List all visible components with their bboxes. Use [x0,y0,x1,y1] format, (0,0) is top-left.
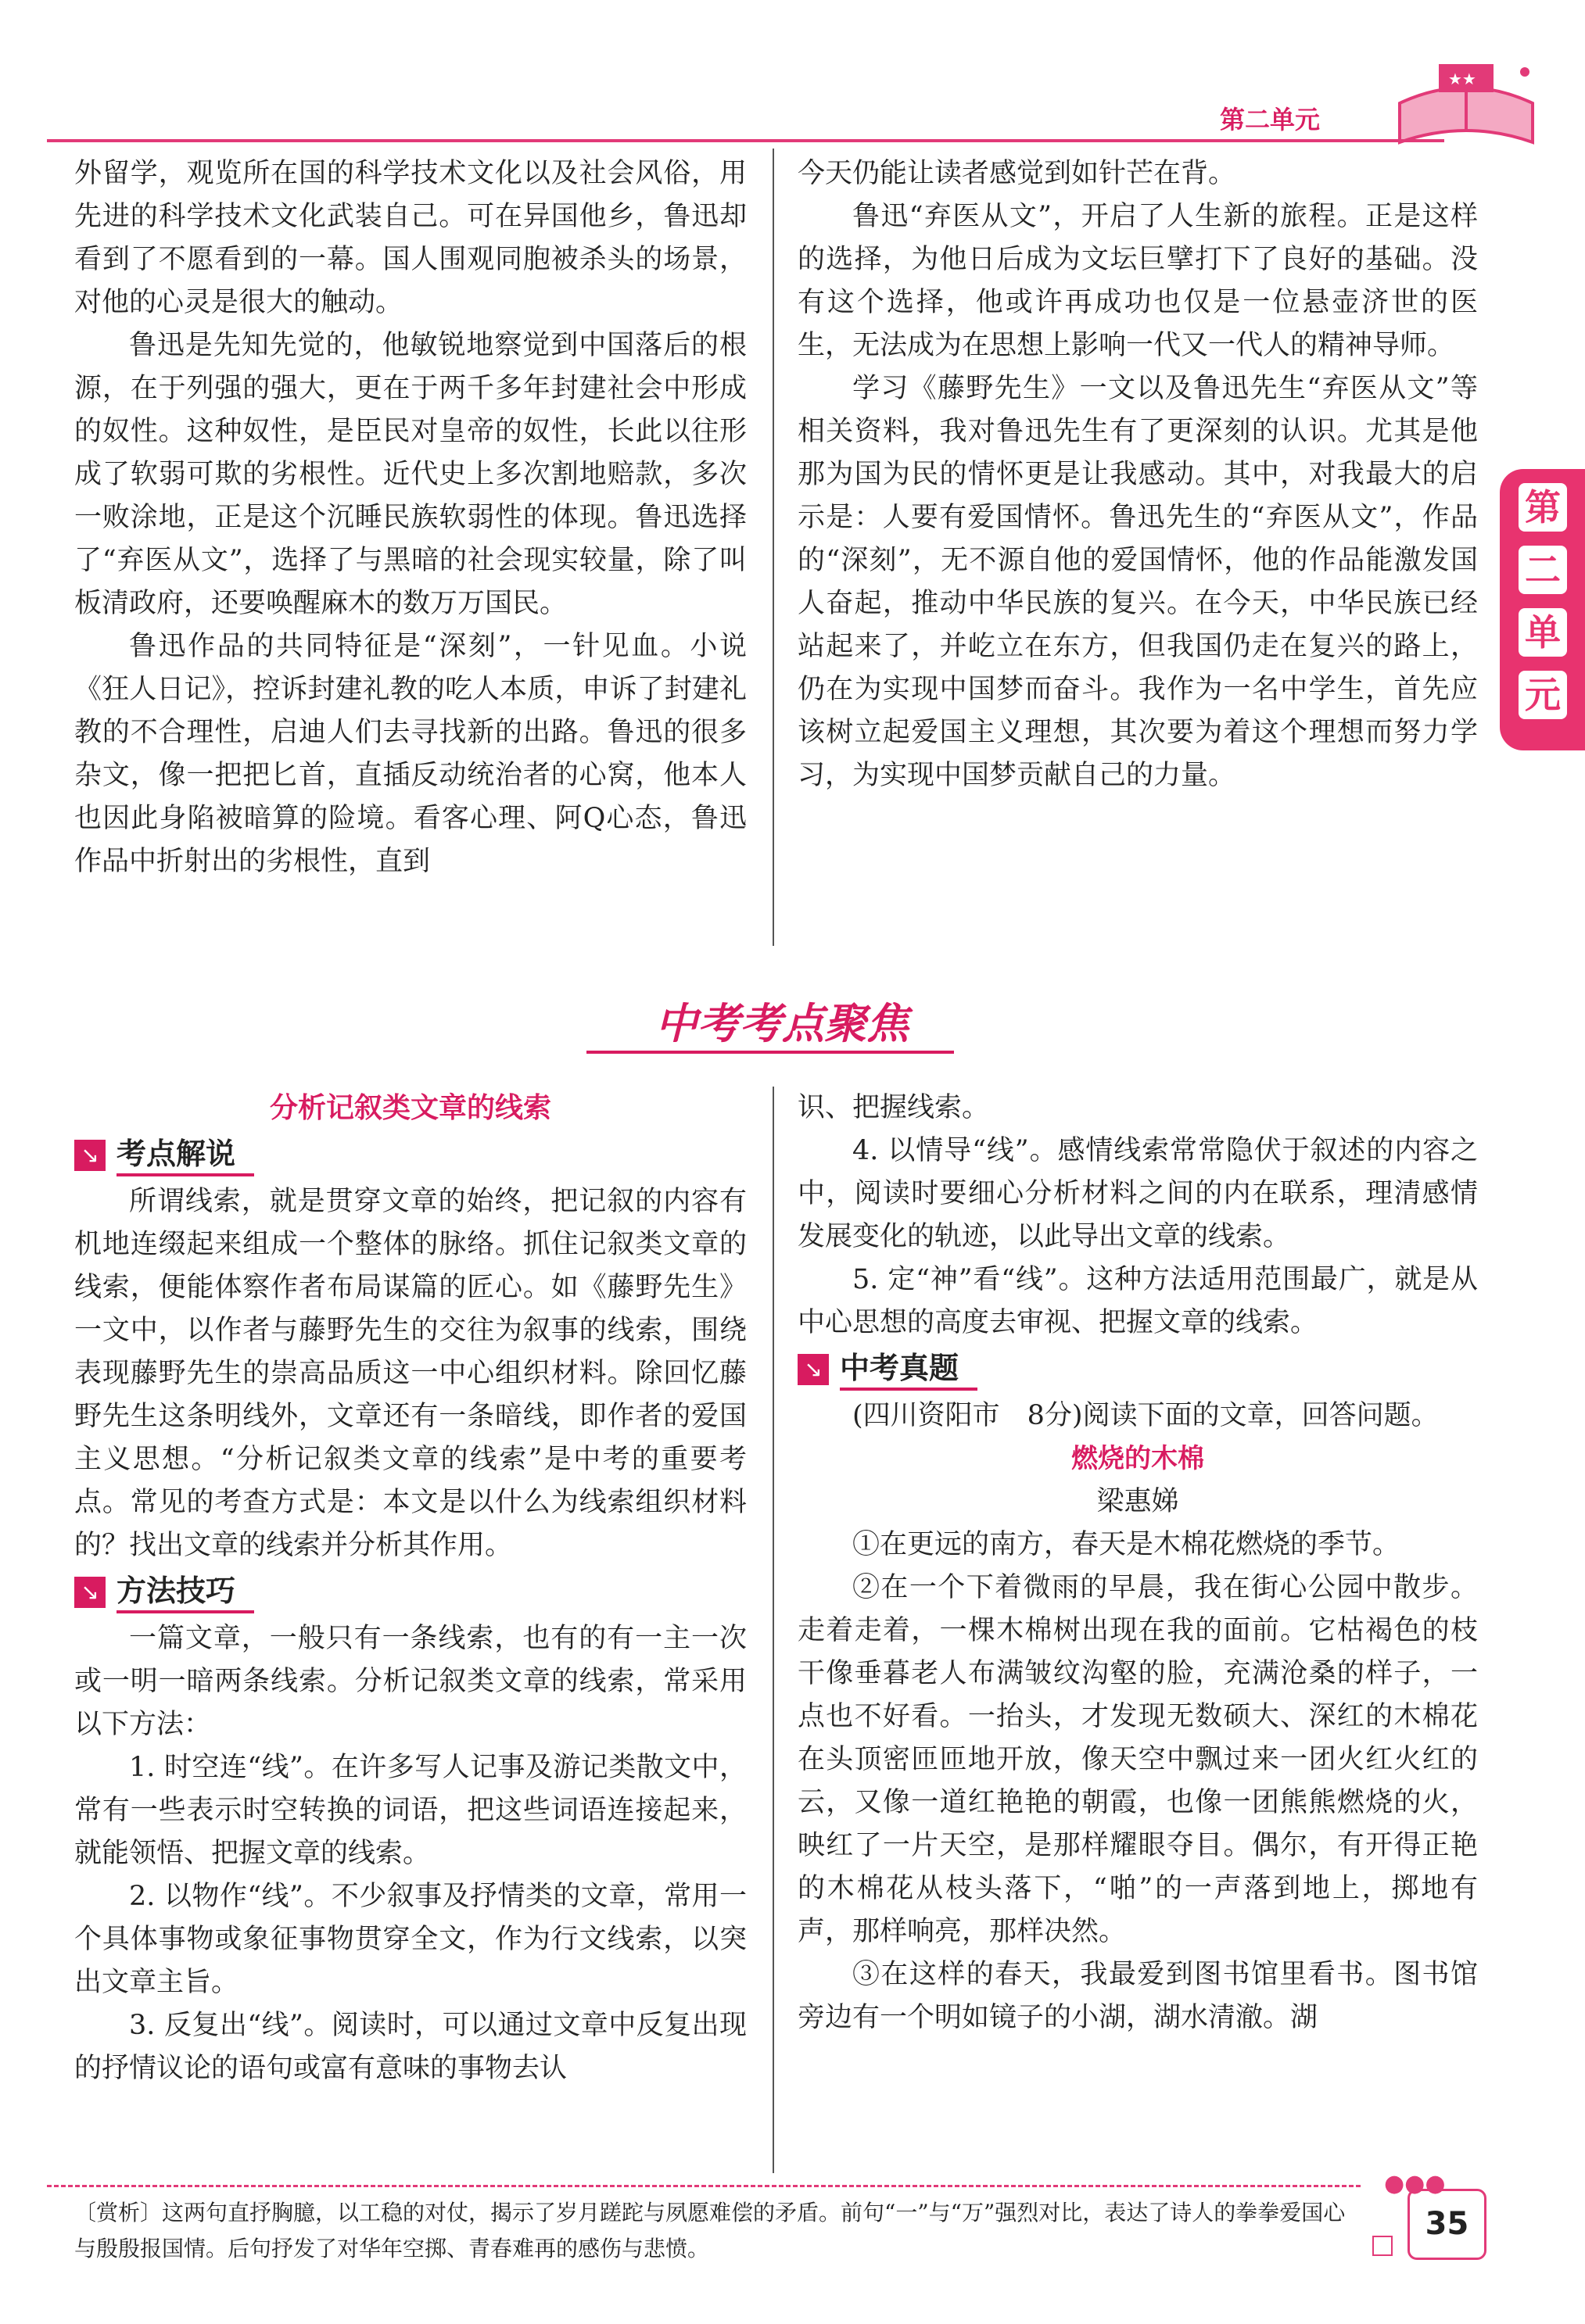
label-text: 中考真题 [840,1348,977,1391]
article-paragraph: ③在这样的春天，我最爱到图书馆里看书。图书馆旁边有一个明如镜子的小湖，湖水清澈。湖 [798,1959,1478,2033]
paragraph: 鲁迅“弃医从文”，开启了人生新的旅程。正是这样的选择，为他日后成为文坛巨擘打下了良好的基础。没有这个选择，他或许再成功也仅是一位悬壶济世的医生，无法成为在思想上影响一代又一代人的精神导师。 [798,201,1478,361]
paragraph: 识、把握线索。 [798,1092,990,1123]
arrow-icon: ↘ [798,1354,829,1385]
svg-text:★★: ★★ [1448,70,1476,88]
label-fangfa [74,1570,747,1614]
paragraph: 外留学，观览所在国的科学技术文化以及社会风俗，用先进的科学技术文化武装自己。可在异国他乡，鲁迅却看到了不愿看到的一幕。国人围观同胞被杀头的场景，对他的心灵是很大的触动。 [74,158,747,318]
page-header [0,0,1585,156]
unit-title: 第二单元 [1220,105,1321,134]
bottom-left-column [74,1087,747,2090]
label-kaodian [74,1133,747,1177]
article-paragraph: ②在一个下着微雨的早晨，我在街心公园中散步。走着走着，一棵木棉树出现在我的面前。它枯褐色的枝干像垂暮老人布满皱纹沟壑的脸，充满沧桑的样子，一点也不好看。一抬头，才发现无数硕大、深红的木棉花在头顶密匝匝地开放，像天空中飘过来一团火红火红的云，又像一道红艳艳的朝霞，也像一团熊熊燃烧的火，映红了一片天空，是那样耀眼夺目。偶尔，有开得正艳的木棉花从枝头落下，“啪”的一声落到地上，掷地有声，那样响亮，那样决然。 [798,1572,1478,1947]
top-right-column [798,152,1478,797]
method-item: 3. 反复出“线”。阅读时，可以通过文章中反复出现的抒情议论的语句或富有意味的事物去认 [74,2010,747,2084]
footer-rule [47,2185,1361,2187]
side-tab-char: 二 [1519,546,1567,594]
top-left-column [74,152,747,883]
topic-subtitle: 分析记叙类文章的线索 [269,1092,551,1124]
unit-side-tab [1500,469,1585,750]
article-paragraph: ①在更远的南方，春天是木棉花燃烧的季节。 [852,1529,1400,1560]
label-zhenti [798,1348,1478,1391]
side-tab-char: 单 [1519,608,1567,657]
paragraph: 鲁迅作品的共同特征是“深刻”，一针见血。小说《狂人日记》，控诉封建礼教的吃人本质，申诉了封建礼教的不合理性，启迪人们去寻找新的出路。鲁迅的很多杂文，像一把把匕首，直插反动统治者的心窝，他本人也因此身陷被暗算的险境。看客心理、阿Q心态，鲁迅作品中折射出的劣根性，直到 [74,631,747,877]
column-divider [773,149,774,946]
label-text: 考点解说 [117,1134,254,1176]
side-tab-char: 元 [1519,671,1567,719]
column-divider [773,1087,774,2173]
method-item: 5. 定“神”看“线”。这种方法适用范围最广，就是从中心思想的高度去审视、把握文章的线索。 [798,1264,1478,1338]
side-tab-char: 第 [1519,483,1567,532]
bottom-right-column [798,1087,1478,2039]
paragraph: 今天仍能让读者感觉到如针芒在背。 [798,158,1236,189]
exam-intro: (四川资阳市 8分)阅读下面的文章，回答问题。 [852,1400,1439,1431]
section-title-underline [586,1051,954,1054]
method-item: 1. 时空连“线”。在许多写人记事及游记类散文中，常有一些表示时空转换的词语，把这些词语连接起来，就能领悟、把握文章的线索。 [74,1752,747,1869]
section-title: 中考考点聚焦 [655,999,909,1048]
arrow-icon: ↘ [74,1140,106,1171]
article-author: 梁惠娣 [1096,1486,1179,1517]
paragraph: 一篇文章，一般只有一条线索，也有的有一主一次或一明一暗两条线索。分析记叙类文章的线索，常采用以下方法： [74,1623,747,1740]
method-item: 4. 以情导“线”。感情线索常常隐伏于叙述的内容之中，阅读时要细心分析材料之间的内在联系，理清感情发展变化的轨迹，以此导出文章的线索。 [798,1135,1478,1252]
paragraph: 学习《藤野先生》一文以及鲁迅先生“弃医从文”等相关资料，我对鲁迅先生有了更深刻的认识。尤其是他那为国为民的情怀更是让我感动。其中，对我最大的启示是：人要有爱国情怀。鲁迅先生的“弃医从文”，作品的“深刻”，无不源自他的爱国情怀，他的作品能激发国人奋起，推动中华民族的复兴。在今天，中华民族已经站起来了，并屹立在东方，但我国仍走在复兴的路上，仍在为实现中国梦而奋斗。我作为一名中学生，首先应该树立起爱国主义理想，其次要为着这个理想而努力学习，为实现中国梦贡献自己的力量。 [798,373,1478,791]
method-item: 2. 以物作“线”。不少叙事及抒情类的文章，常用一个具体事物或象征事物贯穿全文，作为行文线索，以突出文章主旨。 [74,1881,747,1998]
square-icon [1372,2236,1393,2256]
paragraph: 鲁迅是先知先觉的，他敏锐地察觉到中国落后的根源，在于列强的强大，更在于两千多年封建社会中形成的奴性。这种奴性，是臣民对皇帝的奴性，长此以往形成了软弱可欺的劣根性。近代史上多次割地赔款，多次一败涂地，正是这个沉睡民族软弱性的体现。鲁迅选择了“弃医从文”，选择了与黑暗的社会现实较量，除了叫板清政府，还要唤醒麻木的数万万国民。 [74,330,747,619]
article-title: 燃烧的木棉 [1071,1443,1204,1474]
book-icon [1384,56,1548,150]
label-text: 方法技巧 [117,1571,254,1613]
arrow-icon: ↘ [74,1577,106,1608]
footer-dots: ●●● [1384,2170,1446,2197]
paragraph: 所谓线索，就是贯穿文章的始终，把记叙的内容有机地连缀起来组成一个整体的脉络。抓住记叙类文章的线索，便能体察作者布局谋篇的匠心。如《藤野先生》一文中，以作者与藤野先生的交往为叙事的线索，围绕表现藤野先生的崇高品质这一中心组织材料。除回忆藤野先生这条明线外，文章还有一条暗线，即作者的爱国主义思想。“分析记叙类文章的线索”是中考的重要考点。常见的考查方式是：本文是以什么为线索组织材料的？找出文章的线索并分析其作用。 [74,1186,747,1561]
footnote: 〔赏析〕这两句直抒胸臆，以工稳的对仗，揭示了岁月蹉跎与夙愿难偿的矛盾。前句“一”与“万”强烈对比，表达了诗人的拳拳爱国心与殷殷报国情。后句抒发了对华年空掷、青春难再的感伤与悲愤。 [74,2200,1346,2261]
page-number: 35 [1407,2189,1486,2260]
header-rule [47,139,1444,142]
